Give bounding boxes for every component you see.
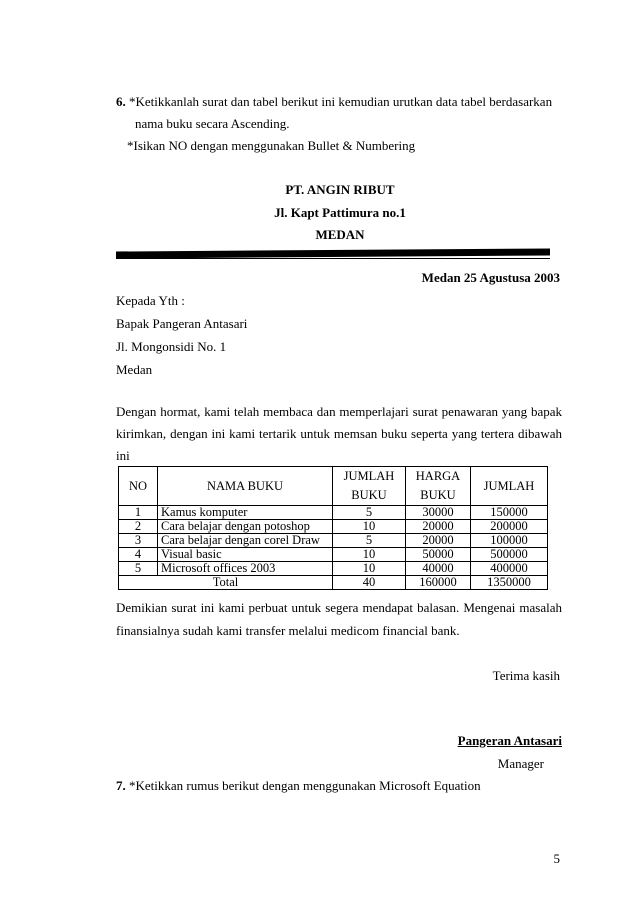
task6-instruction-1: *Ketikkanlah surat dan tabel berikut ini kemudian urutkan data tabel berdasarkan	[129, 94, 553, 109]
book-order-table	[118, 466, 548, 590]
task7-line	[116, 778, 481, 794]
row-jumlah-buku: 5	[333, 534, 406, 548]
table-row	[119, 562, 548, 576]
company-city: MEDAN	[315, 227, 365, 242]
closing-line-2: finansialnya sudah kami transfer melalui medicom financial bank.	[116, 623, 460, 638]
row-no: 1	[119, 506, 158, 520]
recipient-city: Medan	[116, 362, 153, 377]
task7-instruction: *Ketikkan rumus berikut dengan menggunakan Microsoft Equation	[129, 778, 481, 793]
header-harga-buku-line2: BUKU	[420, 488, 456, 502]
header-harga-buku-line1: HARGA	[415, 469, 461, 483]
row-no: 4	[119, 548, 158, 562]
signature-name: Pangeran Antasari	[457, 733, 562, 748]
task7-number: 7.	[116, 778, 126, 793]
row-nama: Microsoft offices 2003	[158, 562, 333, 576]
row-jumlah-buku: 5	[333, 506, 406, 520]
table-row	[119, 506, 548, 520]
letter-date: Medan 25 Agustusa 2003	[421, 270, 560, 285]
company-address: Jl. Kapt Pattimura no.1	[274, 205, 406, 220]
row-jumlah: 200000	[471, 520, 548, 534]
opening-line-1: Dengan hormat, kami telah membaca dan memperlajari surat penawaran yang bapak	[116, 404, 562, 419]
task6-line1	[116, 94, 552, 110]
recipient-to: Kepada Yth :	[116, 293, 185, 308]
total-jumlah: 1350000	[471, 576, 548, 590]
row-jumlah: 100000	[471, 534, 548, 548]
header-jumlah: JUMLAH	[471, 467, 548, 506]
table-total-row	[119, 576, 548, 590]
header-jumlah-buku-line2: BUKU	[351, 488, 387, 502]
row-harga: 20000	[406, 534, 471, 548]
total-label: Total	[119, 576, 333, 590]
signature-title: Manager	[497, 756, 544, 771]
row-no: 3	[119, 534, 158, 548]
header-harga-buku	[406, 467, 471, 506]
row-jumlah-buku: 10	[333, 562, 406, 576]
task6-instruction-3: *Isikan NO dengan menggunakan Bullet & Numbering	[127, 138, 416, 153]
row-harga: 20000	[406, 520, 471, 534]
row-nama: Cara belajar dengan corel Draw	[158, 534, 333, 548]
row-jumlah: 500000	[471, 548, 548, 562]
opening-line-3: ini	[116, 448, 130, 463]
row-jumlah: 400000	[471, 562, 548, 576]
closing-line-1: Demikian surat ini kami perbuat untuk segera mendapat balasan. Mengenai masalah	[116, 600, 562, 615]
page-number: 5	[553, 851, 560, 866]
header-nama-buku: NAMA BUKU	[158, 467, 333, 506]
row-harga: 40000	[406, 562, 471, 576]
row-no: 2	[119, 520, 158, 534]
letterhead-divider-thin	[116, 258, 550, 259]
table-header-row	[119, 467, 548, 506]
row-nama: Cara belajar dengan potoshop	[158, 520, 333, 534]
task6-number: 6.	[116, 94, 126, 109]
opening-line-2: kirimkan, dengan ini kami tertarik untuk memsan buku seperta yang tertera dibawah	[116, 426, 562, 441]
row-nama: Kamus komputer	[158, 506, 333, 520]
company-name: PT. ANGIN RIBUT	[285, 182, 395, 197]
table-row	[119, 534, 548, 548]
recipient-name: Bapak Pangeran Antasari	[116, 316, 248, 331]
letterhead-divider	[116, 248, 550, 258]
row-no: 5	[119, 562, 158, 576]
task6-instruction-2: nama buku secara Ascending.	[135, 116, 290, 131]
row-jumlah-buku: 10	[333, 520, 406, 534]
table-row	[119, 520, 548, 534]
thanks-text: Terima kasih	[492, 668, 560, 683]
header-jumlah-buku	[333, 467, 406, 506]
header-jumlah-buku-line1: JUMLAH	[343, 469, 395, 483]
total-jumlah-buku: 40	[333, 576, 406, 590]
header-no: NO	[119, 467, 158, 506]
row-jumlah: 150000	[471, 506, 548, 520]
recipient-street: Jl. Mongonsidi No. 1	[116, 339, 227, 354]
row-harga: 50000	[406, 548, 471, 562]
row-jumlah-buku: 10	[333, 548, 406, 562]
row-nama: Visual basic	[158, 548, 333, 562]
row-harga: 30000	[406, 506, 471, 520]
table-row	[119, 548, 548, 562]
total-harga: 160000	[406, 576, 471, 590]
